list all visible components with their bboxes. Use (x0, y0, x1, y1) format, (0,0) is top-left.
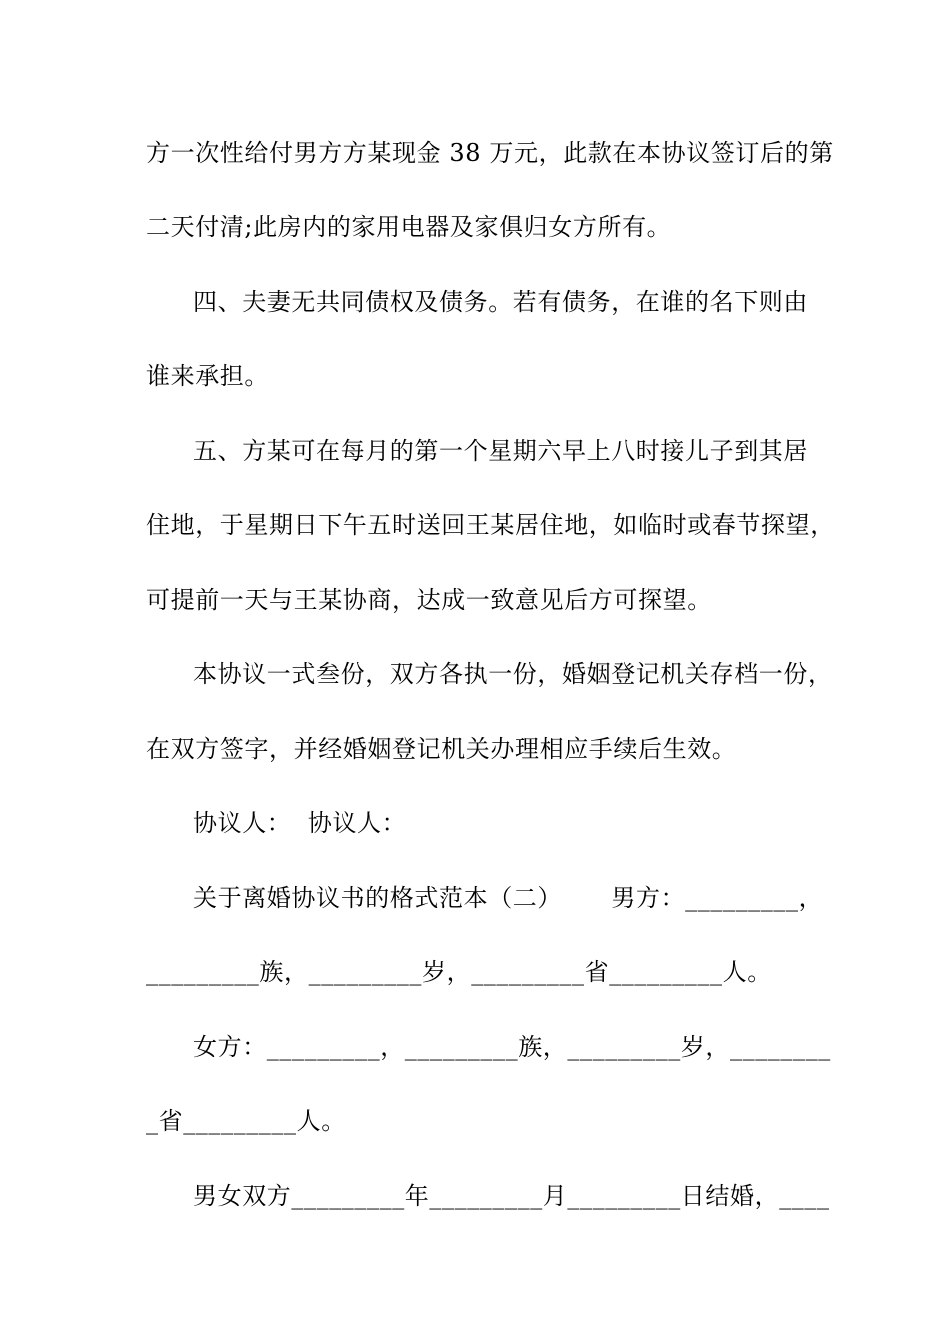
text-line-7: 可提前一天与王某协商，达成一致意见后方可探望。 (146, 586, 712, 614)
text-line-9: 在双方签字，并经婚姻登记机关办理相应手续后生效。 (146, 735, 737, 763)
agreement-copies-paragraph: 本协议一式叁份，双方各执一份，婚姻登记机关存档一份， (193, 660, 833, 688)
female-party-line: 女方：_________，_________族，_________岁，________ (193, 1033, 831, 1061)
text-line-4: 谁来承担。 (146, 362, 269, 390)
section-four-heading: 四、夫妻无共同债权及债务。若有债务，在谁的名下则由 (193, 288, 808, 316)
signatories-line: 协议人： 协议人： (193, 809, 407, 837)
text-line-1: 方一次性给付男方方某现金 38 万元，此款在本协议签订后的第 (146, 139, 834, 167)
section-five-heading: 五、方某可在每月的第一个星期六早上八时接儿子到其居 (193, 437, 808, 465)
male-party-details: _________族，_________岁，_________省_________人。 (146, 958, 772, 986)
marriage-date-line: 男女双方_________年_________月_________日结婚，____ (193, 1182, 830, 1210)
text-line-6: 住地，于星期日下午五时送回王某居住地，如临时或春节探望， (146, 511, 835, 539)
text-line-2: 二天付清;此房内的家用电器及家俱归女方所有。 (146, 213, 672, 241)
template-two-title: 关于离婚协议书的格式范本（二） 男方：_________， (193, 884, 824, 912)
female-party-details: _省_________人。 (146, 1107, 346, 1135)
